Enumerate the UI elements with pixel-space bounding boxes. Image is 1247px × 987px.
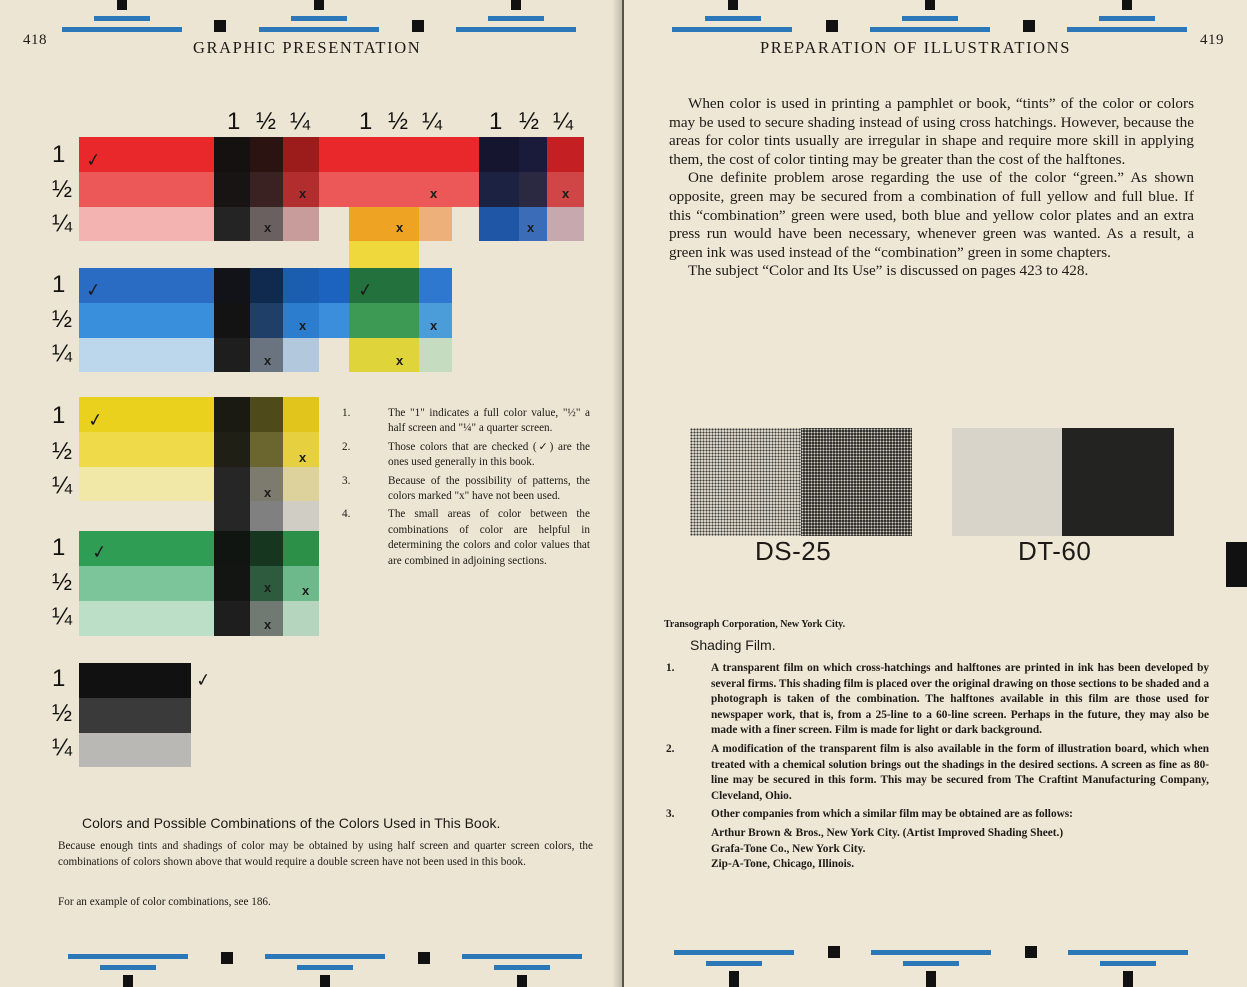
color-cell — [79, 698, 191, 733]
cross-reference: For an example of color combinations, see 186. — [58, 896, 271, 908]
color-cell — [250, 501, 283, 531]
color-cell — [214, 303, 250, 338]
color-cell — [479, 207, 519, 241]
figure-caption: Colors and Possible Combinations of the Colors Used in This Book. — [82, 815, 501, 831]
column-header: ¼ — [422, 108, 443, 135]
color-cell — [547, 207, 584, 241]
x-mark: x — [264, 485, 272, 500]
caption-note: Because enough tints and shadings of color may be obtained by using half screen and quarter screen colors, the combinations of colors shown above that would require a double screen have not been used in this book. — [58, 840, 593, 868]
ornament — [488, 16, 544, 21]
ornament — [265, 954, 385, 959]
column-header: 1 — [489, 108, 503, 135]
ornament — [674, 950, 794, 955]
color-cell — [79, 733, 191, 767]
ornament — [1100, 961, 1156, 966]
company-item: Grafa-Tone Co., New York City. — [711, 842, 866, 855]
row-label: ½ — [52, 438, 73, 465]
color-cell — [250, 432, 283, 467]
swatch-label: DS-25 — [755, 536, 832, 566]
x-mark: x — [299, 450, 307, 465]
check-mark: ✓ — [86, 409, 105, 432]
row-label: 1 — [52, 402, 66, 429]
row-label: ¼ — [52, 210, 73, 237]
color-cell — [79, 663, 191, 698]
column-header: 1 — [227, 108, 241, 135]
ornament — [1123, 971, 1133, 987]
check-mark: ✓ — [356, 279, 375, 302]
check-mark: ✓ — [84, 149, 103, 172]
ornament — [418, 952, 430, 964]
color-cell — [319, 268, 349, 303]
ornament — [828, 946, 840, 958]
ornament — [297, 965, 353, 970]
ornament — [456, 27, 576, 32]
color-cell — [319, 303, 349, 338]
color-cell — [283, 467, 319, 501]
left-page — [0, 0, 622, 987]
row-label: ½ — [52, 569, 73, 596]
ornament — [1122, 0, 1132, 10]
ornament — [925, 0, 935, 10]
ornament — [870, 27, 990, 32]
ornament — [1067, 27, 1187, 32]
color-cell — [547, 137, 584, 172]
x-mark: x — [299, 186, 307, 201]
color-cell — [214, 268, 250, 303]
paragraph: When color is used in printing a pamphlet or book, “tints” of the color or colors may be used to secure shading instead of using cross hatchings. However, because the areas for color tints usually are irregular in shape and require more skill in applying them, the cost of color tinting may be greater than the cost of the halftones. — [669, 95, 1194, 168]
color-cell — [214, 172, 250, 207]
ornament — [705, 16, 761, 21]
color-cell — [283, 338, 319, 372]
ornament — [94, 16, 150, 21]
color-cell — [214, 467, 250, 501]
ornament — [214, 20, 226, 32]
ornament — [826, 20, 838, 32]
ornament — [412, 20, 424, 32]
dt60-swatch — [952, 428, 1174, 536]
x-mark: x — [430, 186, 438, 201]
color-cell — [79, 432, 214, 467]
color-cell — [319, 137, 479, 172]
note-item: 3. Because of the possibility of patterns, the colors marked "x" have not been used. — [342, 474, 590, 503]
thumb-tab — [1226, 542, 1247, 587]
color-cell — [214, 501, 250, 531]
color-cell — [79, 501, 214, 531]
chart-notes — [340, 406, 590, 572]
color-cell — [79, 303, 214, 338]
paragraph: The subject “Color and Its Use” is discussed on pages 423 to 428. — [688, 262, 1089, 280]
color-cell — [79, 172, 214, 207]
column-header: ¼ — [553, 108, 574, 135]
ornament — [221, 952, 233, 964]
color-cell — [214, 338, 250, 372]
row-label: 1 — [52, 141, 66, 168]
color-cell — [250, 397, 283, 432]
company-item: Zip-A-Tone, Chicago, Illinois. — [711, 858, 855, 871]
color-cell — [419, 268, 452, 303]
ornament — [68, 954, 188, 959]
color-cell — [349, 303, 419, 338]
ornament — [291, 16, 347, 21]
ornament — [728, 0, 738, 10]
color-cell — [349, 207, 419, 241]
color-cell — [250, 172, 283, 207]
note-item: 1. The "1" indicates a full color value, "½" a half screen and "¼" a quarter screen. — [342, 407, 590, 435]
note-item: 2. Those colors that are checked (✓) are the ones used generally in this book. — [342, 440, 590, 469]
list-item: 3. Other companies from which a similar film may be obtained are as follows: — [666, 808, 1073, 821]
color-cell — [79, 601, 214, 636]
color-cell — [419, 207, 452, 241]
body-text — [669, 95, 1194, 281]
x-mark: x — [430, 318, 438, 333]
ornament — [926, 971, 936, 987]
color-cell — [214, 432, 250, 467]
color-cell — [214, 207, 250, 241]
ornament — [871, 950, 991, 955]
color-cell — [283, 566, 319, 601]
x-mark: x — [527, 220, 535, 235]
ornament — [462, 954, 582, 959]
light-tone — [952, 428, 1062, 536]
ornament — [1068, 950, 1188, 955]
color-cell — [250, 268, 283, 303]
color-cell — [214, 397, 250, 432]
color-cell — [79, 566, 214, 601]
color-cell — [283, 601, 319, 636]
ornament — [259, 27, 379, 32]
color-cell — [283, 268, 319, 303]
ornament — [1023, 20, 1035, 32]
right-page — [624, 0, 1247, 987]
x-mark: x — [264, 580, 272, 595]
list-item: 2. A modification of the transparent film is also available in the form of illustration board, which when treated with a chemical solution brings out the shadings in the desired sections. A screen as fine as 80-line may be secured in this form. This may be secured from The Craftint Manufacturing Company, Cleveland, Ohio. — [666, 742, 1209, 802]
ornament — [314, 0, 324, 10]
ornament — [100, 965, 156, 970]
check-mark: ✓ — [90, 541, 109, 564]
x-mark: x — [299, 318, 307, 333]
color-cell — [349, 338, 419, 372]
company-item: Arthur Brown & Bros., New York City. (Artist Improved Shading Sheet.) — [711, 826, 1064, 839]
color-cell — [419, 338, 452, 372]
color-cell — [214, 137, 250, 172]
ornament — [511, 0, 521, 10]
ornament — [902, 16, 958, 21]
dark-dot-pattern — [801, 428, 912, 536]
row-label: ¼ — [52, 472, 73, 499]
color-cell — [79, 207, 214, 241]
ornament — [1025, 946, 1037, 958]
color-cell — [214, 601, 250, 636]
ornament — [320, 975, 330, 987]
page-number: 419 — [1200, 32, 1224, 48]
row-label: ¼ — [52, 734, 73, 761]
color-cell — [283, 137, 319, 172]
x-mark: x — [302, 583, 310, 598]
running-head: GRAPHIC PRESENTATION — [193, 38, 422, 57]
ornament — [123, 975, 133, 987]
color-cell — [349, 241, 419, 268]
x-mark: x — [264, 617, 272, 632]
color-cell — [283, 501, 319, 531]
row-label: ¼ — [52, 340, 73, 367]
color-cell — [250, 137, 283, 172]
page-number: 418 — [23, 32, 47, 48]
column-header: ¼ — [290, 108, 311, 135]
running-head: PREPARATION OF ILLUSTRATIONS — [760, 38, 1071, 57]
swatch-label: DT-60 — [1018, 536, 1092, 566]
check-mark: ✓ — [84, 279, 103, 302]
color-cell — [214, 566, 250, 601]
ornament — [62, 27, 182, 32]
column-header: ½ — [256, 108, 277, 135]
row-label: 1 — [52, 665, 66, 692]
x-mark: x — [264, 220, 272, 235]
color-cell — [519, 172, 547, 207]
row-label: 1 — [52, 534, 66, 561]
note-item: 4. The small areas of color between the combinations of color are helpful in determining the colors and color values that are combined in adjoining sections. — [342, 508, 590, 567]
paragraph: One definite problem arose regarding the use of the color “green.” As shown opposite, green may be secured from a combination of full yellow and full blue. If this “combination” green were used, both blue and yellow color plates and an extra press run would have been necessary, whenever green was wanted. As a result, a green ink was used instead of the “combination” green in some chapters. — [669, 169, 1194, 261]
color-cell — [479, 172, 519, 207]
color-cell — [479, 137, 519, 172]
x-mark: x — [396, 353, 404, 368]
ornament — [903, 961, 959, 966]
x-mark: x — [264, 353, 272, 368]
dark-tone — [1062, 428, 1174, 536]
row-label: 1 — [52, 271, 66, 298]
credit-line: Transograph Corporation, New York City. — [664, 619, 846, 630]
color-cell — [283, 207, 319, 241]
x-mark: x — [396, 220, 404, 235]
ornament — [706, 961, 762, 966]
check-mark: ✓ — [194, 669, 213, 692]
column-header: 1 — [359, 108, 373, 135]
ornament — [672, 27, 792, 32]
column-header: ½ — [388, 108, 409, 135]
row-label: ½ — [52, 700, 73, 727]
row-label: ½ — [52, 176, 73, 203]
color-cell — [79, 467, 214, 501]
row-label: ½ — [52, 306, 73, 333]
column-header: ½ — [519, 108, 540, 135]
row-label: ¼ — [52, 603, 73, 630]
light-dot-pattern — [690, 428, 801, 536]
color-cell — [250, 531, 283, 566]
ornament — [517, 975, 527, 987]
color-cell — [283, 531, 319, 566]
color-cell — [79, 338, 214, 372]
color-cell — [319, 172, 479, 207]
ornament — [729, 971, 739, 987]
color-cell — [250, 303, 283, 338]
color-cell — [283, 397, 319, 432]
shading-film-list — [664, 661, 1209, 873]
section-title: Shading Film. — [690, 637, 776, 653]
ds25-swatch — [690, 428, 912, 536]
ornament — [494, 965, 550, 970]
color-cell — [214, 531, 250, 566]
x-mark: x — [562, 186, 570, 201]
color-cell — [319, 207, 349, 241]
ornament — [117, 0, 127, 10]
color-cell — [519, 137, 547, 172]
ornament — [1099, 16, 1155, 21]
list-item: 1. A transparent film on which cross-hatchings and halftones are printed in ink has been developed by several firms. This shading film is placed over the original drawing on those sections to be shaded and a photograph is taken of the combination. The halftones available in this film are those used for newspaper work, that is, from a 25-line to a 60-line screen. Perhaps in the future, they may also be made with a finer screen. Film is made for light or dark background. — [666, 662, 1209, 737]
